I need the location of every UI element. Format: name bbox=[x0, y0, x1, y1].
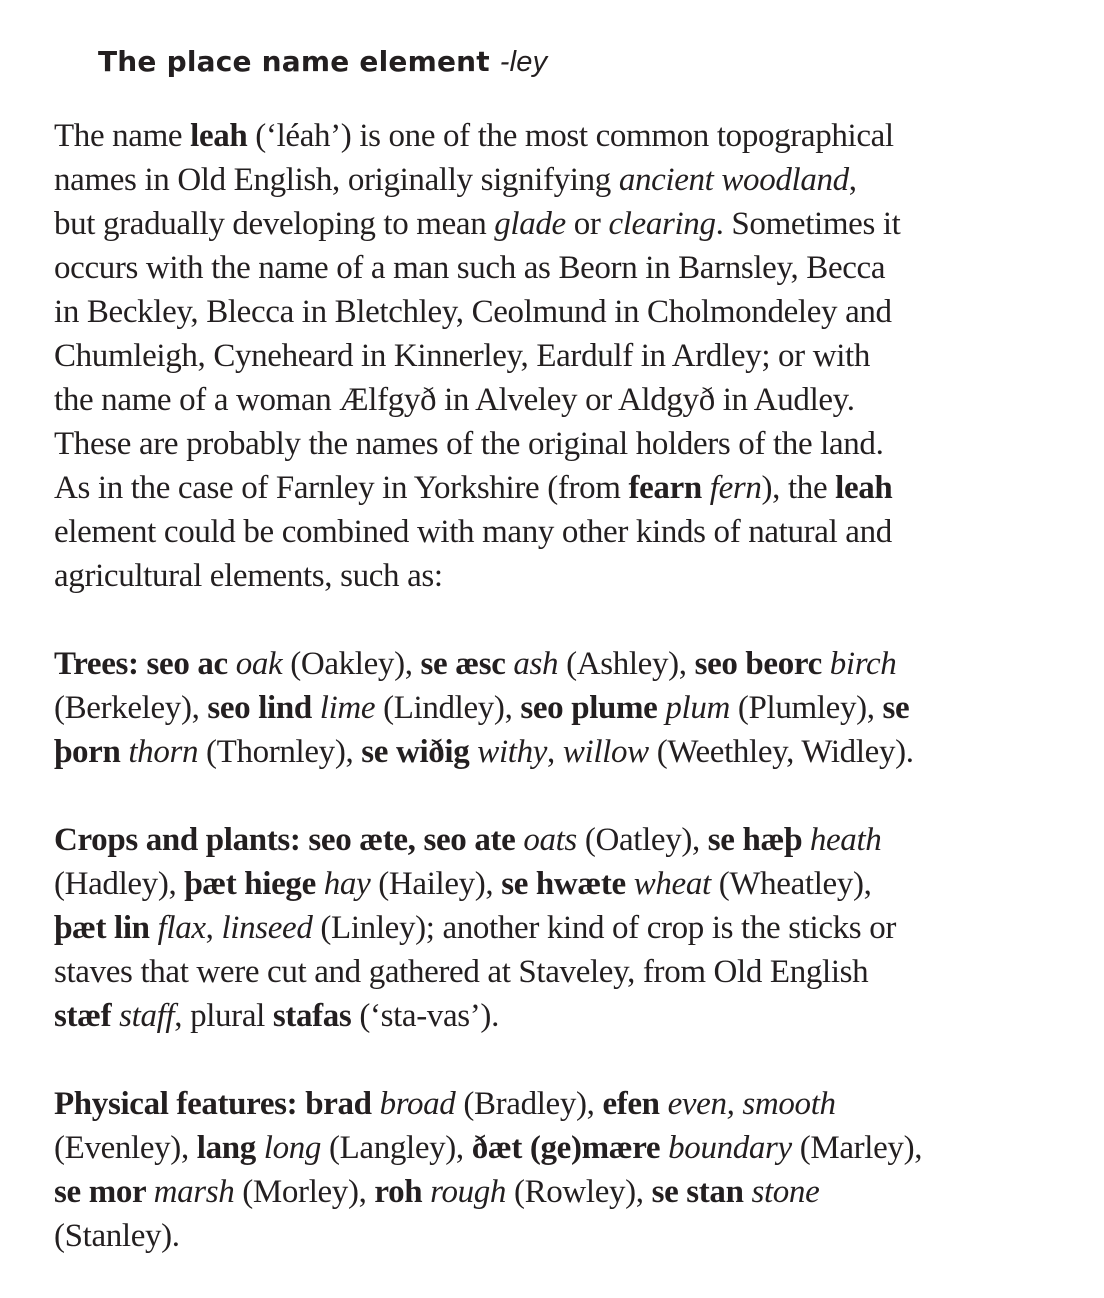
text-run: (Plumley), bbox=[730, 690, 883, 726]
text-run: (Weethley, Widley). bbox=[648, 734, 914, 770]
bold-term: seo beorc bbox=[694, 646, 830, 682]
italic-gloss: fern bbox=[709, 470, 762, 506]
text-run: The name bbox=[54, 118, 191, 154]
text-run: (Wheatley), bbox=[710, 866, 872, 902]
bold-term: efen bbox=[602, 1086, 668, 1122]
text-run: (‘sta-vas’). bbox=[351, 998, 499, 1034]
text-run: (Linley); another kind of crop is the sticks or bbox=[312, 910, 896, 946]
italic-gloss: marsh bbox=[153, 1174, 235, 1210]
text-run: but gradually developing to mean bbox=[54, 206, 495, 242]
text-line bbox=[54, 642, 1094, 686]
text-line bbox=[54, 730, 1094, 774]
text-run: (Morley), bbox=[234, 1174, 375, 1210]
bold-term: Physical features: brad bbox=[54, 1086, 380, 1122]
text-line bbox=[54, 114, 1094, 158]
text-run: (Hadley), bbox=[54, 866, 185, 902]
italic-gloss: wheat bbox=[633, 866, 711, 902]
bold-term: se bbox=[882, 690, 910, 726]
text-run: , plural bbox=[174, 998, 273, 1034]
text-run: . Sometimes it bbox=[715, 206, 901, 242]
text-run: occurs with the name of a man such as Beorn in Barnsley, Becca bbox=[54, 250, 886, 286]
text-run: (Oatley), bbox=[576, 822, 708, 858]
italic-gloss: linseed bbox=[221, 910, 313, 946]
bold-term: se hwæte bbox=[501, 866, 634, 902]
bold-term: se hæþ bbox=[707, 822, 810, 858]
bold-term: seo lind bbox=[207, 690, 320, 726]
text-run: in Beckley, Blecca in Bletchley, Ceolmund in Cholmondeley and bbox=[54, 294, 892, 330]
bold-term: Crops and plants: seo æte, seo ate bbox=[54, 822, 524, 858]
text-line bbox=[54, 818, 1094, 862]
italic-gloss: oak bbox=[235, 646, 283, 682]
page-heading bbox=[98, 45, 547, 79]
italic-gloss: staff bbox=[119, 998, 175, 1034]
paragraph-physical-features bbox=[54, 1082, 1094, 1258]
text-run: staves that were cut and gathered at Staveley, from Old English bbox=[54, 954, 869, 990]
bold-term: Trees: seo ac bbox=[54, 646, 236, 682]
text-run: or bbox=[565, 206, 609, 242]
text-run: (Stanley). bbox=[54, 1218, 180, 1254]
text-line bbox=[54, 554, 1094, 598]
text-line bbox=[54, 466, 1094, 510]
text-run: , bbox=[547, 734, 563, 770]
text-line bbox=[54, 290, 1094, 334]
bold-term: leah bbox=[190, 118, 248, 154]
italic-gloss: long bbox=[263, 1130, 322, 1166]
text-run: (Bradley), bbox=[455, 1086, 603, 1122]
text-run: element could be combined with many other kinds of natural and bbox=[54, 514, 892, 550]
italic-gloss: broad bbox=[379, 1086, 456, 1122]
italic-gloss: ancient woodland bbox=[618, 162, 849, 198]
article-body bbox=[54, 114, 1094, 1258]
heading-title: The place name element bbox=[98, 44, 500, 78]
italic-gloss: birch bbox=[829, 646, 897, 682]
bold-term: stæf bbox=[54, 998, 120, 1034]
text-line bbox=[54, 862, 1094, 906]
bold-term: se stan bbox=[651, 1174, 752, 1210]
text-run: (Rowley), bbox=[506, 1174, 652, 1210]
text-line bbox=[54, 1126, 1094, 1170]
bold-term: se mor bbox=[54, 1174, 154, 1210]
text-line bbox=[54, 202, 1094, 246]
italic-gloss: hay bbox=[323, 866, 371, 902]
italic-gloss: clearing bbox=[608, 206, 716, 242]
bold-term: þorn bbox=[54, 734, 129, 770]
text-run: (Oakley), bbox=[282, 646, 421, 682]
paragraph-trees bbox=[54, 642, 1094, 774]
text-run: (Lindley), bbox=[375, 690, 521, 726]
italic-gloss: withy bbox=[477, 734, 548, 770]
text-run: names in Old English, originally signifying bbox=[54, 162, 619, 198]
text-line bbox=[54, 378, 1094, 422]
italic-gloss: heath bbox=[809, 822, 882, 858]
text-run: (Marley), bbox=[791, 1130, 923, 1166]
bold-term: roh bbox=[374, 1174, 431, 1210]
text-run: ), the bbox=[761, 470, 836, 506]
text-line bbox=[54, 422, 1094, 466]
text-run: (‘léah’) is one of the most common topographical bbox=[247, 118, 894, 154]
bold-term: stafas bbox=[272, 998, 352, 1034]
text-run: , bbox=[848, 162, 857, 198]
text-run: , bbox=[205, 910, 222, 946]
text-line bbox=[54, 1170, 1094, 1214]
italic-gloss: oats bbox=[523, 822, 577, 858]
text-run: agricultural elements, such as: bbox=[54, 558, 443, 594]
bold-term: þæt hiege bbox=[184, 866, 324, 902]
text-line bbox=[54, 686, 1094, 730]
italic-gloss: stone bbox=[751, 1174, 820, 1210]
text-run: (Thornley), bbox=[198, 734, 362, 770]
bold-term: leah bbox=[835, 470, 893, 506]
text-run: the name of a woman Ælfgyð in Alveley or Aldgyð in Audley. bbox=[54, 382, 855, 418]
text-run: (Hailey), bbox=[370, 866, 502, 902]
text-run: As in the case of Farnley in Yorkshire (from bbox=[54, 470, 629, 506]
italic-gloss: even, smooth bbox=[667, 1086, 836, 1122]
text-run: (Langley), bbox=[321, 1130, 472, 1166]
italic-gloss: plum bbox=[665, 690, 730, 726]
heading-suffix: -ley bbox=[499, 45, 548, 78]
text-line bbox=[54, 994, 1094, 1038]
text-line bbox=[54, 334, 1094, 378]
text-line bbox=[54, 1082, 1094, 1126]
bold-term: þæt lin bbox=[54, 910, 158, 946]
text-line bbox=[54, 510, 1094, 554]
italic-gloss: glade bbox=[494, 206, 566, 242]
text-run: (Evenley), bbox=[54, 1130, 197, 1166]
italic-gloss: thorn bbox=[128, 734, 199, 770]
text-run: Chumleigh, Cyneheard in Kinnerley, Eardulf in Ardley; or with bbox=[54, 338, 870, 374]
bold-term: seo plume bbox=[520, 690, 666, 726]
text-run: (Ashley), bbox=[558, 646, 695, 682]
italic-gloss: boundary bbox=[668, 1130, 792, 1166]
text-run bbox=[702, 470, 710, 506]
text-line bbox=[54, 1214, 1094, 1258]
bold-term: lang bbox=[196, 1130, 264, 1166]
italic-gloss: lime bbox=[319, 690, 376, 726]
bold-term: se æsc bbox=[420, 646, 514, 682]
italic-gloss: rough bbox=[430, 1174, 507, 1210]
text-run: These are probably the names of the original holders of the land. bbox=[54, 426, 884, 462]
paragraph-intro bbox=[54, 114, 1094, 598]
italic-gloss: flax bbox=[157, 910, 206, 946]
text-line bbox=[54, 906, 1094, 950]
text-line bbox=[54, 246, 1094, 290]
bold-term: ðæt (ge)mære bbox=[471, 1130, 669, 1166]
bold-term: fearn bbox=[628, 470, 702, 506]
italic-gloss: willow bbox=[562, 734, 649, 770]
bold-term: se wiðig bbox=[361, 734, 478, 770]
italic-gloss: ash bbox=[513, 646, 559, 682]
text-run: (Berkeley), bbox=[54, 690, 208, 726]
text-line bbox=[54, 158, 1094, 202]
text-line bbox=[54, 950, 1094, 994]
paragraph-crops-and-plants bbox=[54, 818, 1094, 1038]
